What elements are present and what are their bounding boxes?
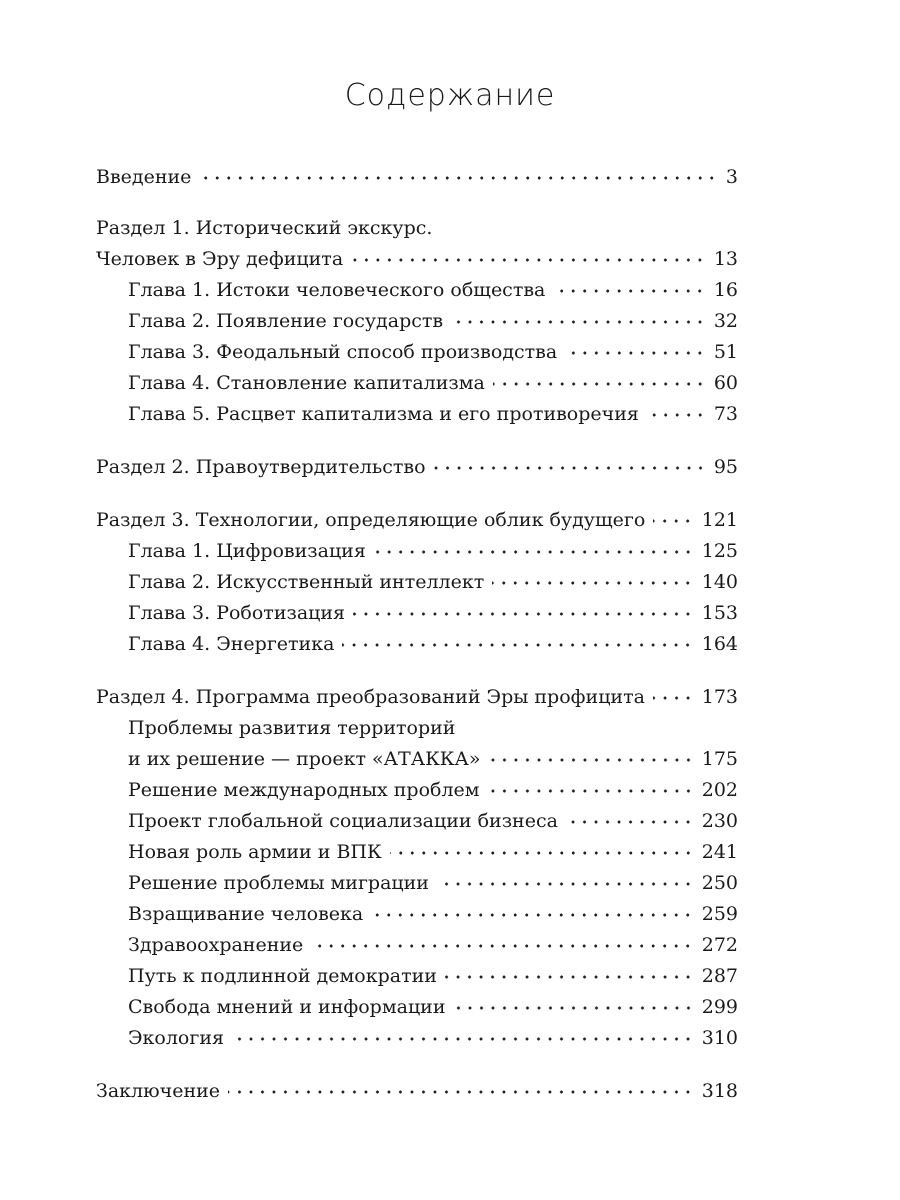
toc-page-number: 259 <box>701 903 738 925</box>
toc-entry-section-1[interactable] <box>96 244 738 274</box>
toc-page-number: 125 <box>701 540 738 562</box>
toc-entry-label: Глава 3. Роботизация <box>128 602 346 624</box>
toc-entry-label: Путь к подлинной демократии <box>128 965 437 987</box>
toc-entry-label: Введение <box>96 166 192 188</box>
dot-leader <box>454 998 694 1017</box>
dot-leader <box>566 812 694 831</box>
toc-page-number: 202 <box>701 779 738 801</box>
dot-leader <box>553 281 705 300</box>
dot-leader <box>311 936 693 955</box>
toc-entry-label: Решение международных проблем <box>128 779 480 801</box>
toc-entry-label: Раздел 4. Программа преобразований Эры профицита <box>96 686 645 708</box>
toc-entry-label: Глава 2. Появление государств <box>128 310 444 332</box>
toc-entry-section-4[interactable] <box>96 682 738 712</box>
toc-entry-label: Раздел 3. Технологии, определяющие облик будущего <box>96 509 646 531</box>
toc-page-number: 318 <box>701 1080 738 1102</box>
toc-entry-s1-ch3[interactable] <box>128 337 738 367</box>
toc-page-number: 250 <box>701 872 738 894</box>
dot-leader <box>199 168 717 187</box>
toc-entry-label: Свобода мнений и информации <box>128 996 446 1018</box>
dot-leader <box>390 843 694 862</box>
toc-page-number: 13 <box>713 248 738 270</box>
dot-leader <box>342 635 693 654</box>
toc-entry-label: Глава 3. Феодальный способ производства <box>128 341 558 363</box>
toc-entry-label: и их решение — проект «АТАККА» <box>128 748 481 770</box>
toc-entry-label: Решение проблемы миграции <box>128 872 429 894</box>
dot-leader <box>492 573 694 592</box>
dot-leader <box>445 967 694 986</box>
toc-page-number: 272 <box>701 934 738 956</box>
toc-page-number: 310 <box>701 1027 738 1049</box>
dot-leader <box>351 250 706 269</box>
toc-entry-s3-ch4[interactable] <box>128 629 738 659</box>
dot-leader <box>353 604 694 623</box>
toc-page-number: 140 <box>701 571 738 593</box>
toc-entry-label: Глава 4. Становление капитализма <box>128 372 485 394</box>
toc-entry-atakka-line1[interactable]: Проблемы развития территорий <box>128 717 456 739</box>
toc-entry-label: Глава 2. Искусственный интеллект <box>128 571 485 593</box>
toc-entry-s4-item[interactable] <box>128 837 738 867</box>
toc-entry-s1-ch2[interactable] <box>128 306 738 336</box>
dot-leader <box>565 343 706 362</box>
toc-page-number: 73 <box>713 403 738 425</box>
toc-entry-s3-ch2[interactable] <box>128 567 738 597</box>
toc-entry-label: Новая роль армии и ВПК <box>128 841 382 863</box>
toc-entry-section-2[interactable] <box>96 452 738 482</box>
dot-leader <box>451 312 706 331</box>
dot-leader <box>434 458 706 477</box>
toc-page-number: 60 <box>713 372 738 394</box>
dot-leader <box>374 542 694 561</box>
toc-page-number: 230 <box>701 810 738 832</box>
dot-leader <box>493 374 706 393</box>
toc-entry-section-3[interactable] <box>96 505 738 535</box>
dot-leader <box>489 750 694 769</box>
toc-page-number: 153 <box>701 602 738 624</box>
toc-entry-label: Здравоохранение <box>128 934 304 956</box>
toc-entry-label: Взращивание человека <box>128 903 364 925</box>
toc-entry-s4-item[interactable] <box>128 992 738 1022</box>
toc-entry-conclusion[interactable] <box>96 1076 738 1106</box>
toc-entry-s4-item[interactable] <box>128 868 738 898</box>
toc-entry-s3-ch3[interactable] <box>128 598 738 628</box>
dot-leader <box>647 405 706 424</box>
toc-entry-label: Проект глобальной социализации бизнеса <box>128 810 558 832</box>
toc-entry-label: Глава 4. Энергетика <box>128 633 335 655</box>
toc-entry-s4-item[interactable] <box>128 1023 738 1053</box>
toc-page-number: 121 <box>701 509 738 531</box>
toc-page-number: 3 <box>725 166 738 188</box>
toc-entry-s1-ch5[interactable] <box>128 399 738 429</box>
dot-leader <box>371 905 693 924</box>
toc-page-number: 95 <box>713 456 738 478</box>
toc-page-number: 51 <box>713 341 738 363</box>
toc-entry-s4-item[interactable] <box>128 775 738 805</box>
toc-entry-intro[interactable] <box>96 162 738 192</box>
toc-entry-s3-ch1[interactable] <box>128 536 738 566</box>
toc-entry-label: Человек в Эру дефицита <box>96 248 344 270</box>
toc-entry-label: Глава 1. Цифровизация <box>128 540 366 562</box>
toc-page-number: 175 <box>701 748 738 770</box>
toc-entry-label: Глава 1. Истоки человеческого общества <box>128 279 546 301</box>
toc-entry-s4-item[interactable] <box>128 930 738 960</box>
toc-entry-s4-item[interactable] <box>128 961 738 991</box>
page-title: Содержание <box>344 78 556 113</box>
dot-leader <box>228 1082 694 1101</box>
dot-leader <box>653 511 693 530</box>
toc-entry-label: Экология <box>128 1027 224 1049</box>
toc-entry-s1-ch4[interactable] <box>128 368 738 398</box>
toc-page-number: 32 <box>713 310 738 332</box>
dot-leader <box>488 781 694 800</box>
toc-entry-s1-ch1[interactable] <box>128 275 738 305</box>
dot-leader <box>653 688 694 707</box>
toc-entry-label: Глава 5. Расцвет капитализма и его противоречия <box>128 403 639 425</box>
toc-page-number: 287 <box>701 965 738 987</box>
toc-page-number: 16 <box>713 279 738 301</box>
dot-leader <box>437 874 694 893</box>
toc-page-number: 173 <box>701 686 738 708</box>
toc-entry-s4-item[interactable] <box>128 899 738 929</box>
toc-page-number: 164 <box>701 633 738 655</box>
toc-entry-label: Заключение <box>96 1080 221 1102</box>
toc-section-1-heading[interactable]: Раздел 1. Исторический экскурс. <box>96 217 433 239</box>
toc-page-number: 299 <box>701 996 738 1018</box>
toc-entry-label: Раздел 2. Правоутвердительство <box>96 456 426 478</box>
toc-entry-s4-item[interactable] <box>128 806 738 836</box>
toc-page-number: 241 <box>701 841 738 863</box>
toc-entry-atakka[interactable] <box>128 744 738 774</box>
dot-leader <box>232 1029 694 1048</box>
